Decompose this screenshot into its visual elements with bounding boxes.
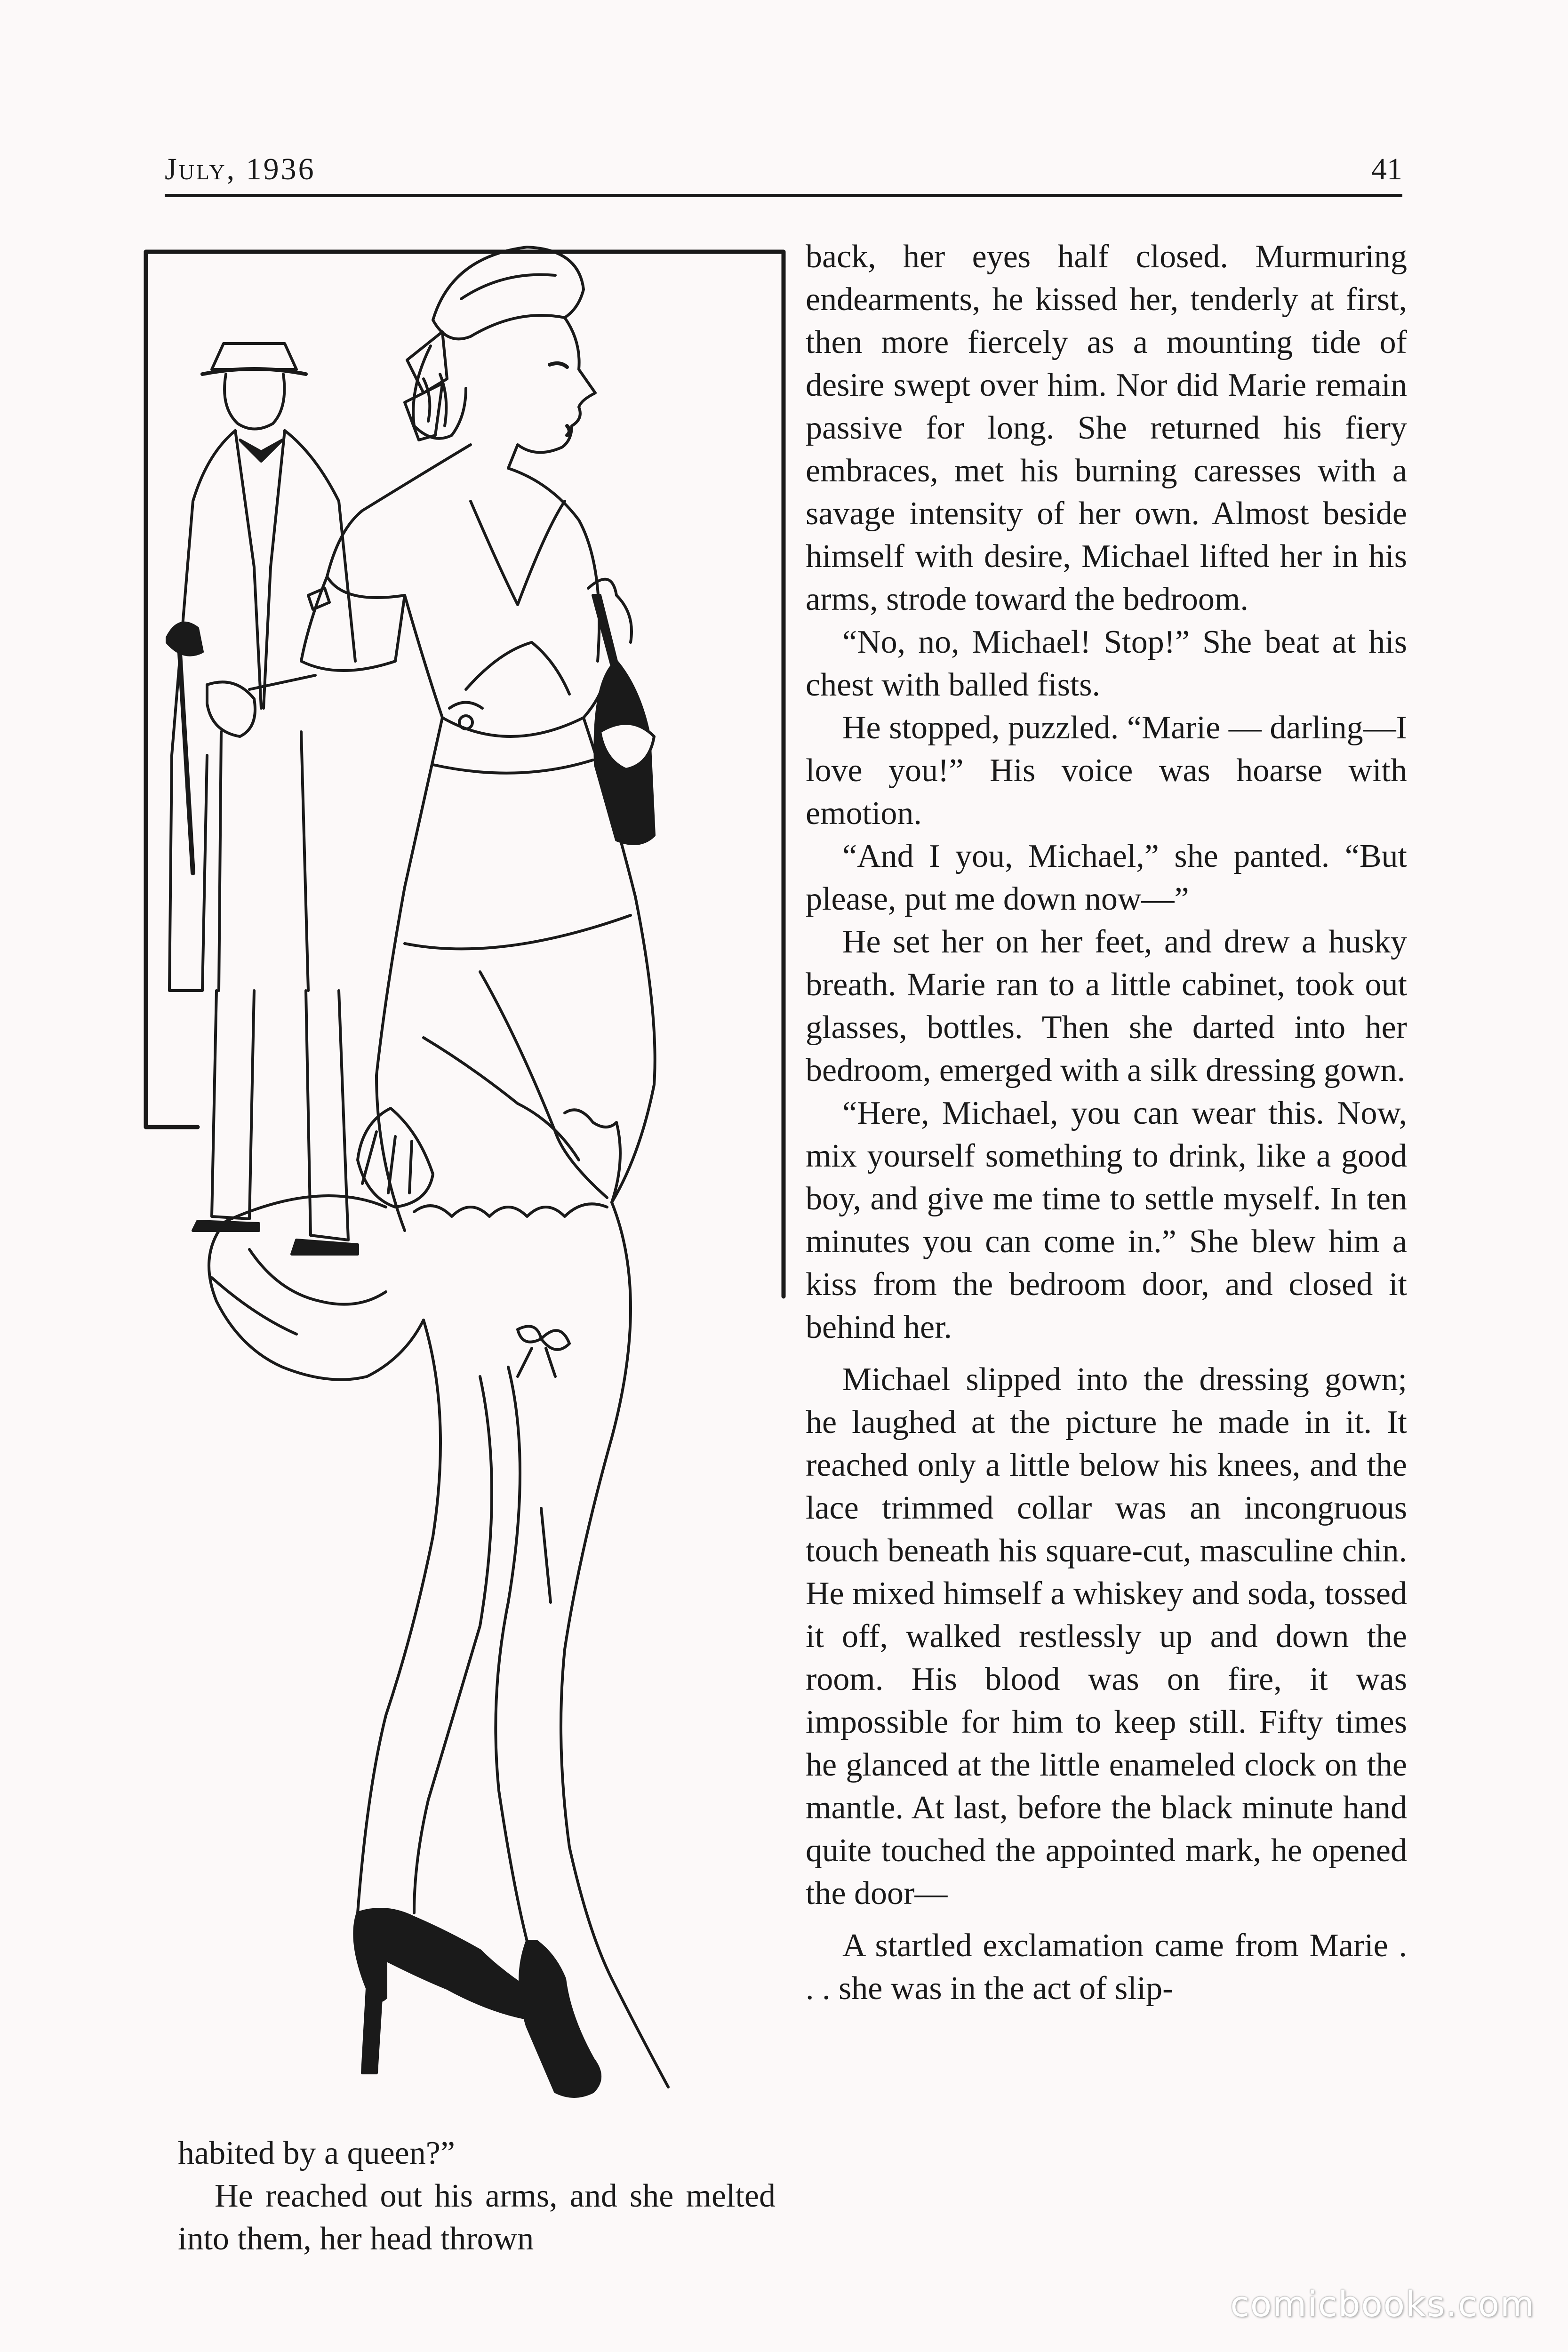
paragraph: “And I you, Michael,” she panted. “But please, put me down now—” — [806, 838, 1407, 917]
issue-date: July, 1936 — [165, 152, 316, 186]
left-column-text — [178, 2132, 776, 2260]
paragraph: Michael slipped into the dressing gown; he laughed at the picture he made in it. It reached only a little below his knees, and the lace trimmed collar was an incongruous touch beneath his square-cut, masculine chin. He mixed himself a whiskey and soda, tossed it off, walked restlessly up and down the room. His blood was on fire, it was impossible for him to keep still. Fifty times he glanced at the little enameled clock on the mantle. At last, before the black minute hand quite touched the appointed mark, he opened the door— — [806, 1361, 1407, 1912]
right-column-text — [806, 235, 1407, 2010]
paragraph: habited by a queen?” — [178, 2135, 455, 2171]
gentleman-figure — [167, 344, 358, 1254]
paragraph: back, her eyes half closed. Murmuring endearments, he kissed her, tenderly at first, then more fiercely as a mounting tide of desire swept over him. Nor did Marie remain passive for long. She returned his fiery embraces, met his burning caresses with a savage intensity of her own. Almost beside himself with desire, Michael lifted her in his arms, strode toward the bedroom. — [806, 239, 1407, 617]
paragraph: He reached out his arms, and she melted into them, her head thrown — [178, 2178, 776, 2257]
woman-figure — [209, 247, 668, 2096]
paragraph: He stopped, puzzled. “Marie — darling—I love you!” His voice was hoarse with emotion. — [806, 710, 1407, 832]
paragraph: A startled exclamation came from Marie . . . she was in the act of slip- — [806, 1928, 1407, 2007]
page-number: 41 — [1371, 152, 1402, 186]
running-header — [165, 152, 1402, 197]
paragraph: “No, no, Michael! Stop!” She beat at his chest with balled fists. — [806, 624, 1407, 703]
illustration-icon — [141, 238, 800, 2129]
paragraph: “Here, Michael, you can wear this. Now, mix yourself something to drink, like a good boy, and give me time to settle myself. In ten minutes you can come in.” She blew him a kiss from the bedroom door, and closed it behind her. — [806, 1095, 1407, 1345]
paragraph: He set her on her feet, and drew a husky breath. Marie ran to a little cabinet, took out glasses, bottles. Then she darted into her bedroom, emerged with a silk dressing gown. — [806, 924, 1407, 1088]
watermark: comicbooks.com — [1230, 2284, 1535, 2325]
